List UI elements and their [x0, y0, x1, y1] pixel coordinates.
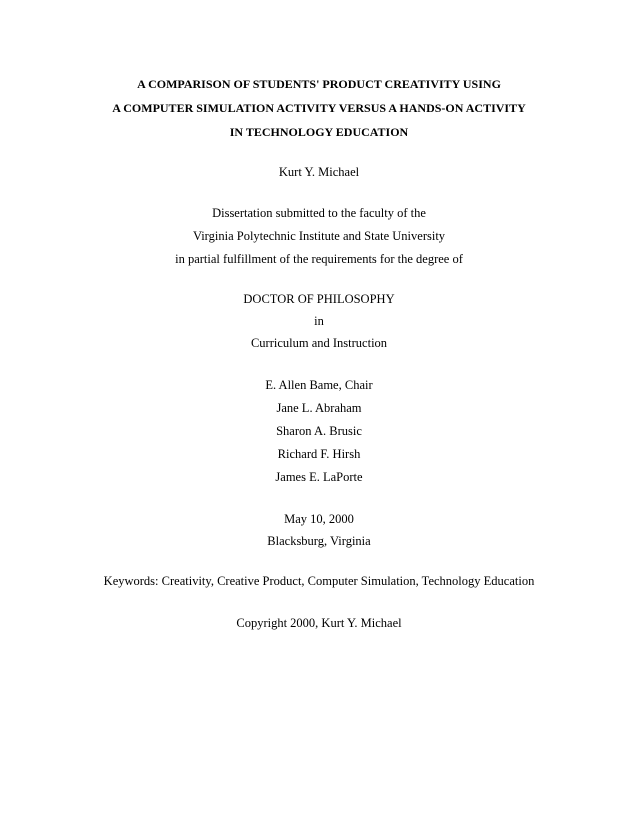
title-line-3: IN TECHNOLOGY EDUCATION: [229, 125, 409, 139]
copyright-notice: Copyright 2000, Kurt Y. Michael: [236, 616, 402, 630]
author-name: Kurt Y. Michael: [278, 165, 360, 179]
committee-member: James E. LaPorte: [275, 470, 363, 484]
submission-line-3: in partial fulfillment of the requirements for the degree of: [175, 252, 463, 266]
degree-name: DOCTOR OF PHILOSOPHY: [243, 292, 395, 306]
location: Blacksburg, Virginia: [267, 534, 371, 548]
field-of-study: Curriculum and Instruction: [250, 336, 388, 350]
submission-date: May 10, 2000: [284, 512, 354, 526]
title-line-2: A COMPUTER SIMULATION ACTIVITY VERSUS A HANDS-ON ACTIVITY: [112, 101, 526, 115]
submission-line-2: Virginia Polytechnic Institute and State University: [192, 229, 446, 243]
title-line-1: A COMPARISON OF STUDENTS' PRODUCT CREATIVITY USING: [137, 77, 501, 91]
committee-member: Richard F. Hirsh: [277, 447, 361, 461]
submission-line-1: Dissertation submitted to the faculty of the: [212, 206, 426, 220]
committee-member: Sharon A. Brusic: [276, 424, 362, 438]
committee-member: Jane L. Abraham: [276, 401, 362, 415]
committee-member-chair: E. Allen Bame, Chair: [265, 378, 373, 392]
degree-in: in: [314, 314, 324, 328]
keywords: Keywords: Creativity, Creative Product, Computer Simulation, Technology Education: [103, 574, 535, 588]
